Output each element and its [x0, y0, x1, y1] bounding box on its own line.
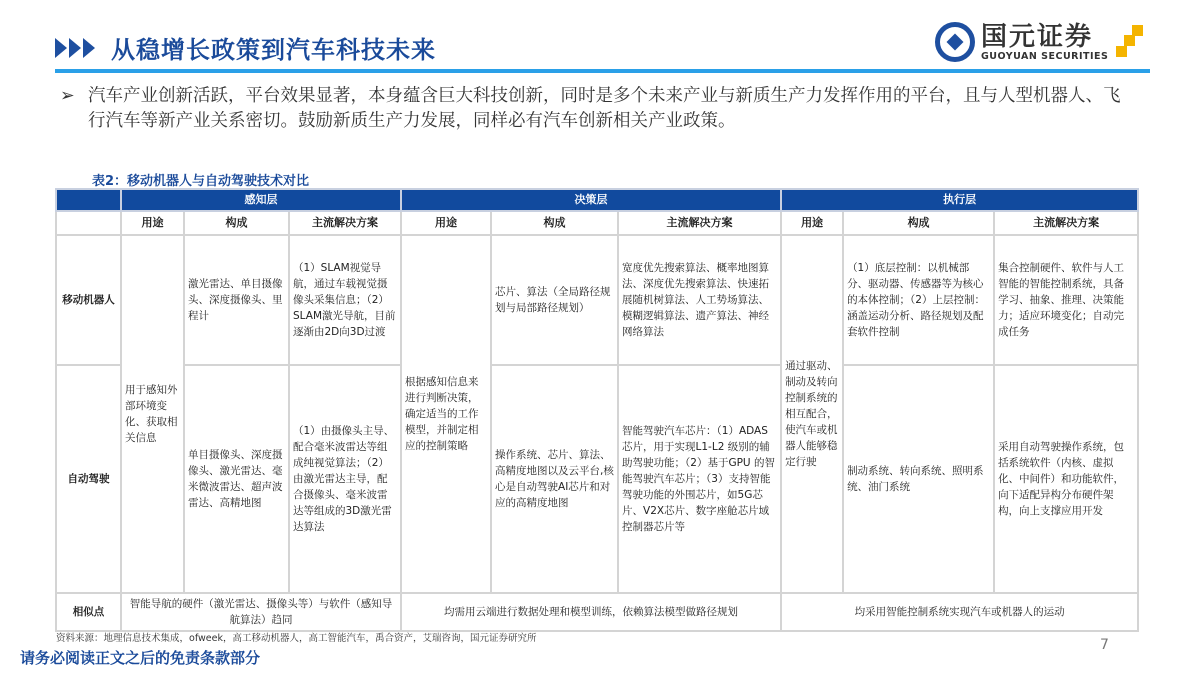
- perception-composition: 激光雷达、单目摄像头、深度摄像头、里程计: [184, 235, 289, 365]
- logo-name-cn: 国元证券: [981, 21, 1094, 52]
- execution-solution: 采用自动驾驶操作系统，包括系统软件（内核、虚拟化、中间件）和功能软件，向下适配异构分布硬件架构，向上支撑应用开发: [994, 365, 1138, 593]
- decision-solution: 智能驾驶汽车芯片：（1）ADAS 芯片，用于实现L1-L2 级别的辅助驾驶功能；（2）基于GPU 的智能驾驶汽车芯片；（3）支持智能驾驶功能的外围芯片，如5G芯片、V2X芯片、数字座舱芯片域控制器芯片等: [618, 365, 781, 593]
- decision-composition: 芯片、算法（全局路径规划与局部路径规划）: [491, 235, 618, 365]
- logo-emblem-icon: [935, 22, 975, 62]
- table-row: [56, 235, 1138, 365]
- perception-use: 用于感知外部环境变化、获取相关信息: [121, 235, 184, 593]
- perception-composition: 单目摄像头、深度摄像头、激光雷达、毫米微波雷达、超声波雷达、高精地图: [184, 365, 289, 593]
- row-label: 相似点: [56, 593, 121, 631]
- company-logo: [935, 22, 1144, 62]
- table-row: [56, 365, 1138, 593]
- row-label: 移动机器人: [56, 235, 121, 365]
- blank-header: [56, 211, 121, 235]
- execution-composition: （1）底层控制：以机械部分、驱动器、传感器等为核心的本体控制；（2）上层控制：涵盖运动分析、路径规划及配套软件控制: [843, 235, 994, 365]
- corner-cell: [56, 189, 121, 211]
- perception-solution: （1）SLAM视觉导航，通过车载视觉摄像头采集信息；（2）SLAM激光导航，目前逐渐由2D向3D过渡: [289, 235, 401, 365]
- col-use: 用途: [401, 211, 491, 235]
- group-execution: 执行层: [781, 189, 1138, 211]
- decision-solution: 宽度优先搜索算法、概率地图算法、深度优先搜索算法、快速拓展随机树算法、人工势场算法、模糊逻辑算法、遗产算法、神经网络算法: [618, 235, 781, 365]
- col-use: 用途: [781, 211, 843, 235]
- col-solution: 主流解决方案: [994, 211, 1138, 235]
- perception-solution: （1）由摄像头主导、配合毫米波雷达等组成纯视觉算法；（2）由激光雷达主导，配合摄像头、毫米波雷达等组成的3D激光雷达算法: [289, 365, 401, 593]
- disclaimer-footer: 请务必阅读正文之后的免责条款部分: [20, 649, 261, 667]
- title-divider: [55, 69, 1150, 73]
- slide-title: 从稳增长政策到汽车科技未来: [111, 36, 436, 64]
- execution-solution: 集合控制硬件、软件与人工智能的智能控制系统，具备学习、抽象、推理、决策能力；适应环境变化；自动完成任务: [994, 235, 1138, 365]
- col-use: 用途: [121, 211, 184, 235]
- col-composition: 构成: [843, 211, 994, 235]
- row-label: 自动驾驶: [56, 365, 121, 593]
- slide-title-bar: [55, 30, 436, 65]
- group-perception: 感知层: [121, 189, 401, 211]
- decision-use: 根据感知信息来进行判断决策，确定适当的工作模型，并制定相应的控制策略: [401, 235, 491, 593]
- col-solution: 主流解决方案: [618, 211, 781, 235]
- execution-use: 通过驱动、制动及转向控制系统的 相互配合，使汽车或机器人能够稳定行驶: [781, 235, 843, 593]
- execution-composition: 制动系统、转向系统、照明系统、油门系统: [843, 365, 994, 593]
- chevrons-icon: [55, 38, 97, 58]
- group-decision: 决策层: [401, 189, 781, 211]
- decision-composition: 操作系统、芯片、算法、高精度地图以及云平台,核心是自动驾驶AI芯片和对应的高精度地图: [491, 365, 618, 593]
- bullet-text: 汽车产业创新活跃，平台效果显著，本身蕴含巨大科技创新，同时是多个未来产业与新质生产力发挥作用的平台，且与人型机器人、飞行汽车等新产业关系密切。鼓励新质生产力发展，同样必有汽车创新相关产业政策。: [88, 86, 1121, 131]
- similar-decision: 均需用云端进行数据处理和模型训练，依赖算法模型做路径规划: [401, 593, 781, 631]
- similar-perception: 智能导航的硬件（激光雷达、摄像头等）与软件（感知导航算法）趋同: [121, 593, 401, 631]
- arrow-bullet-icon: ➢: [60, 86, 75, 106]
- similar-execution: 均采用智能控制系统实现汽车或机器人的运动: [781, 593, 1138, 631]
- page-number: 7: [1100, 637, 1109, 653]
- comparison-table: [55, 188, 1139, 632]
- table-row-similarities: [56, 593, 1138, 631]
- table-caption: 表2：移动机器人与自动驾驶技术对比: [92, 174, 310, 189]
- logo-name-en: GUOYUAN SECURITIES: [981, 50, 1109, 62]
- source-note: 资料来源：地理信息技术集成，ofweek，高工移动机器人，高工智能汽车，禹合资产，艾瑞咨询，国元证券研究所: [56, 633, 537, 644]
- col-composition: 构成: [184, 211, 289, 235]
- col-composition: 构成: [491, 211, 618, 235]
- logo-squares-icon: [1114, 25, 1144, 59]
- bullet-point: [60, 84, 1130, 134]
- col-solution: 主流解决方案: [289, 211, 401, 235]
